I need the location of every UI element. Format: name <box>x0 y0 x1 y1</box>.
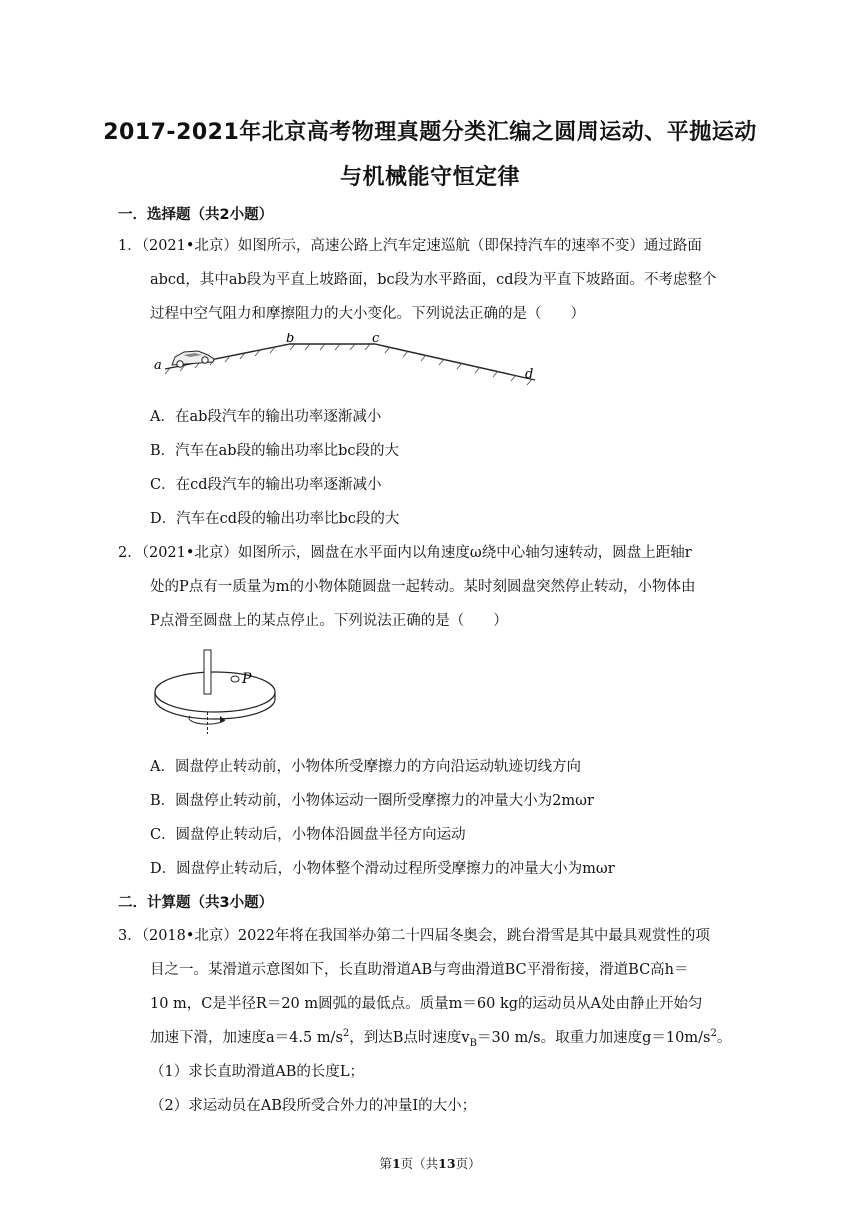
label-d: d <box>525 367 534 382</box>
q3-line-4-c: ＝30 m/s。取重力加速度g＝10m/s <box>476 1030 711 1046</box>
q2-option-b: B．圆盘停止转动前，小物体运动一圈所受摩擦力的冲量大小为2mωr <box>150 793 594 809</box>
q1-line-3: 过程中空气阻力和摩擦阻力的大小变化。下列说法正确的是（ ） <box>150 306 585 322</box>
q3-sup-1: 2 <box>342 1028 350 1040</box>
section-heading-choice: 一．选择题（共2小题） <box>118 207 274 223</box>
car-icon <box>172 351 214 367</box>
q1-line-1: 1．（2021•北京）如图所示，高速公路上汽车定速巡航（即保持汽车的速率不变）通过路面 <box>118 238 702 254</box>
q1-option-c: C．在cd段汽车的输出功率逐渐减小 <box>150 477 382 493</box>
q3-line-2: 目之一。某滑道示意图如下，长直助滑道AB与弯曲滑道BC平滑衔接，滑道BC高h＝ <box>150 962 689 978</box>
q3-sub-b: B <box>469 1037 477 1049</box>
q2-line-3: P点滑至圆盘上的某点停止。下列说法正确的是（ ） <box>150 613 508 629</box>
footer-total: 13 <box>438 1156 456 1171</box>
label-b: b <box>286 333 295 346</box>
q3-sup-2: 2 <box>710 1028 717 1040</box>
q2-option-a: A．圆盘停止转动前，小物体所受摩擦力的方向沿运动轨迹切线方向 <box>150 759 581 775</box>
title-line-2: 与机械能守恒定律 <box>339 165 520 190</box>
page-footer <box>0 1154 860 1172</box>
q2-option-c: C．圆盘停止转动后，小物体沿圆盘半径方向运动 <box>150 827 466 843</box>
title-line-1: 2017-2021年北京高考物理真题分类汇编之圆周运动、平抛运动 <box>103 120 757 145</box>
label-a: a <box>154 358 162 373</box>
q1-option-b: B．汽车在ab段的输出功率比bc段的大 <box>150 443 399 459</box>
q3-line-4 <box>150 1026 731 1049</box>
q3-line-4-b: ，到达B点时速度v <box>349 1030 470 1046</box>
footer-pre: 第 <box>379 1156 392 1171</box>
label-p: P <box>242 671 252 687</box>
road-slope-figure <box>150 333 545 388</box>
footer-mid: 页（共 <box>400 1156 439 1171</box>
q1-line-2: abcd，其中ab段为平直上坡路面，bc段为水平路面，cd段为平直下坡路面。不考虑整个 <box>150 272 717 288</box>
q2-line-2: 处的P点有一质量为m的小物体随圆盘一起转动。某时刻圆盘突然停止转动，小物体由 <box>150 579 696 595</box>
q3-subquestion-1: （1）求长直助滑道AB的长度L； <box>150 1064 364 1080</box>
q2-option-d: D．圆盘停止转动后，小物体整个滑动过程所受摩擦力的冲量大小为mωr <box>150 861 615 877</box>
label-c: c <box>372 333 380 346</box>
section-heading-calc: 二．计算题（共3小题） <box>118 895 274 911</box>
footer-post: 页） <box>455 1156 481 1171</box>
footer-page: 1 <box>391 1156 401 1171</box>
q3-subquestion-2: （2）求运动员在AB段所受合外力的冲量I的大小； <box>150 1098 477 1114</box>
q3-line-1: 3．（2018•北京）2022年将在我国举办第二十四届冬奥会，跳台滑雪是其中最具观赏性的项 <box>118 928 710 944</box>
q1-option-a: A．在ab段汽车的输出功率逐渐减小 <box>150 409 382 425</box>
q1-option-d: D．汽车在cd段的输出功率比bc段的大 <box>150 511 400 527</box>
q3-line-4-d: 。 <box>716 1030 732 1046</box>
q3-line-3: 10 m，C是半径R＝20 m圆弧的最低点。质量m＝60 kg的运动员从A处由静止开始匀 <box>150 996 703 1012</box>
q2-line-1: 2．（2021•北京）如图所示，圆盘在水平面内以角速度ω绕中心轴匀速转动，圆盘上距轴r <box>118 545 692 561</box>
q3-line-4-a: 加速下滑，加速度a＝4.5 m/s <box>150 1030 343 1046</box>
rotating-disk-figure <box>150 648 280 738</box>
